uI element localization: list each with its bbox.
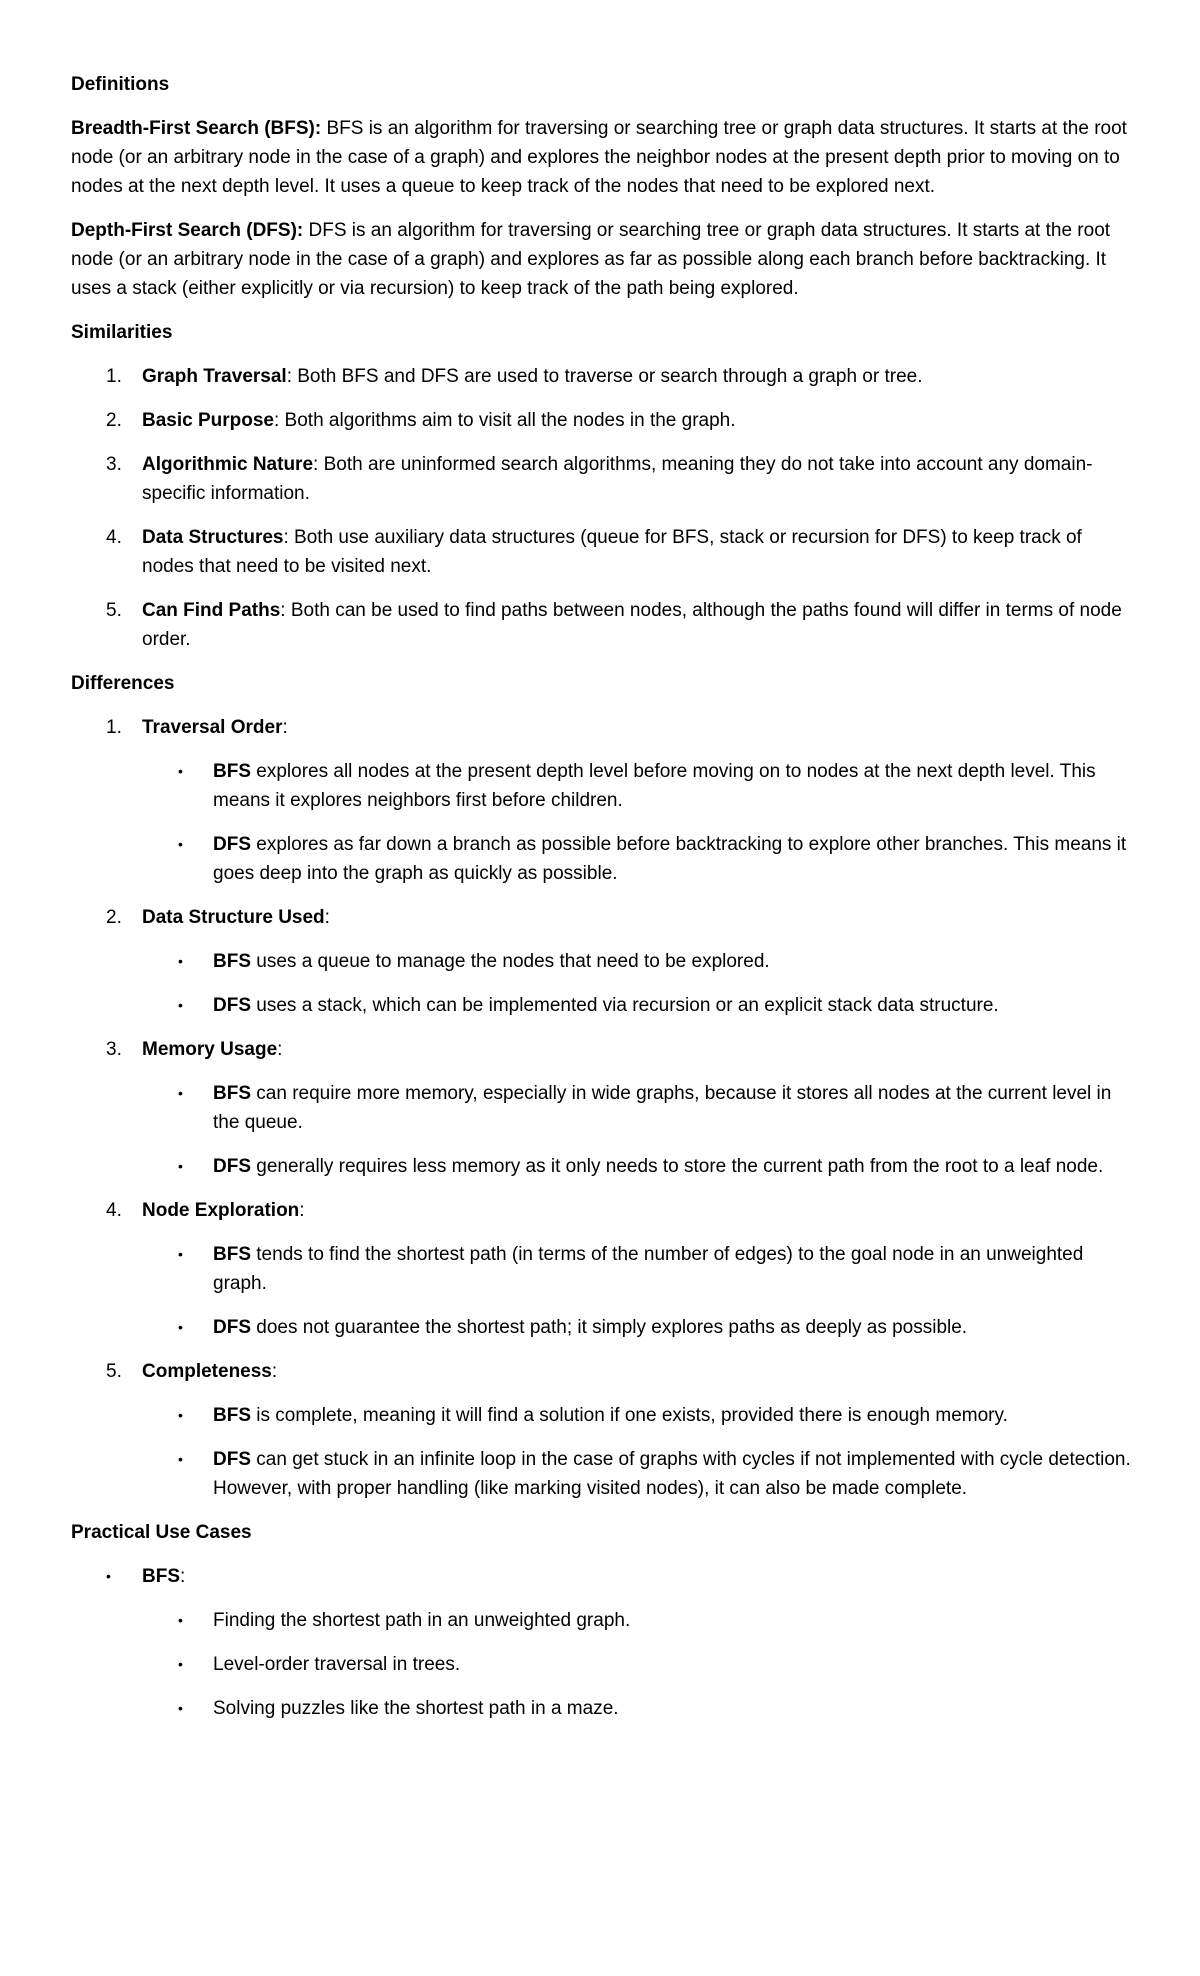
- sub-item-text: Level-order traversal in trees.: [213, 1654, 461, 1675]
- list-number: 2.: [106, 410, 122, 431]
- sub-item-term: BFS: [213, 1405, 251, 1426]
- difference-sub-list: [142, 1079, 1136, 1181]
- bullet-marker: •: [178, 1700, 183, 1716]
- sub-item-text: is complete, meaning it will find a solution if one exists, provided there is enough memory.: [251, 1405, 1008, 1426]
- similarity-text: : Both use auxiliary data structures (queue for BFS, stack or recursion for DFS) to keep track of nodes that need to be visited next.: [142, 527, 1082, 577]
- similarity-item: [71, 362, 1136, 391]
- bullet-marker: •: [178, 1656, 183, 1672]
- sub-item-term: BFS: [213, 761, 251, 782]
- sub-item-text: Solving puzzles like the shortest path in a maze.: [213, 1698, 619, 1719]
- difference-colon: :: [282, 717, 288, 738]
- sub-item-term: DFS: [213, 995, 251, 1016]
- sub-item-text: can require more memory, especially in wide graphs, because it stores all nodes at the current level in the queue.: [213, 1083, 1112, 1133]
- sub-item-text: explores all nodes at the present depth level before moving on to nodes at the next depth level. This means it explores neighbors first before children.: [213, 761, 1096, 811]
- similarity-term: Graph Traversal: [142, 366, 287, 387]
- sub-list-item: [142, 1694, 1136, 1723]
- bullet-marker: •: [178, 997, 183, 1013]
- differences-heading: Differences: [71, 673, 175, 694]
- bullet-marker: •: [178, 1085, 183, 1101]
- bullet-marker: •: [106, 1568, 111, 1584]
- dfs-definition-term: Depth-First Search (DFS):: [71, 220, 304, 241]
- sub-list-item: [142, 830, 1136, 888]
- sub-list-item: [142, 1401, 1136, 1430]
- sub-item-text: can get stuck in an infinite loop in the case of graphs with cycles if not implemented with cycle detection. However, with proper handling (like marking visited nodes), it can also be made complete.: [213, 1449, 1131, 1499]
- sub-item-term: DFS: [213, 1449, 251, 1470]
- list-number: 4.: [106, 1200, 122, 1221]
- bullet-marker: •: [178, 1407, 183, 1423]
- sub-list-item: [142, 1445, 1136, 1503]
- difference-colon: :: [299, 1200, 305, 1221]
- use-cases-list: [71, 1562, 1136, 1723]
- difference-sub-list: [142, 1401, 1136, 1503]
- bullet-marker: •: [178, 763, 183, 779]
- list-number: 2.: [106, 907, 122, 928]
- sub-list-item: [142, 1240, 1136, 1298]
- bullet-marker: •: [178, 1319, 183, 1335]
- sub-item-text: does not guarantee the shortest path; it simply explores paths as deeply as possible.: [251, 1317, 968, 1338]
- similarity-text: : Both algorithms aim to visit all the nodes in the graph.: [274, 410, 736, 431]
- difference-colon: :: [277, 1039, 283, 1060]
- sub-item-text: uses a queue to manage the nodes that need to be explored.: [251, 951, 770, 972]
- list-number: 5.: [106, 600, 122, 621]
- difference-term: Data Structure Used: [142, 907, 325, 928]
- definitions-heading: Definitions: [71, 74, 170, 95]
- differences-list: [71, 713, 1136, 1503]
- sub-list-item: [142, 1650, 1136, 1679]
- similarity-text: : Both BFS and DFS are used to traverse or search through a graph or tree.: [286, 366, 923, 387]
- difference-colon: :: [324, 907, 330, 928]
- sub-list-item: [142, 1152, 1136, 1181]
- sub-item-text: Finding the shortest path in an unweighted graph.: [213, 1610, 631, 1631]
- difference-colon: :: [271, 1361, 278, 1382]
- similarities-heading: Similarities: [71, 322, 173, 343]
- bullet-marker: •: [178, 1158, 183, 1174]
- bullet-marker: •: [178, 1246, 183, 1262]
- list-number: 1.: [106, 717, 122, 738]
- difference-item: [71, 713, 1136, 888]
- similarity-item: [71, 406, 1136, 435]
- sub-item-term: BFS: [213, 1244, 251, 1265]
- list-number: 3.: [106, 454, 122, 475]
- similarity-term: Basic Purpose: [142, 410, 274, 431]
- use-case-term: BFS: [142, 1566, 180, 1587]
- difference-term: Completeness: [142, 1361, 272, 1382]
- sub-list-item: [142, 757, 1136, 815]
- difference-term: Traversal Order: [142, 717, 283, 738]
- sub-item-term: BFS: [213, 951, 251, 972]
- sub-list-item: [142, 991, 1136, 1020]
- use-case-colon: :: [180, 1566, 186, 1587]
- sub-item-text: uses a stack, which can be implemented via recursion or an explicit stack data structure.: [251, 995, 999, 1016]
- bfs-definition-text: BFS is an algorithm for traversing or searching tree or graph data structures. It starts at the root node (or an arbitrary node in the case of a graph) and explores the neighbor nodes at the present depth prior to moving on to nodes at the next depth level. It uses a queue to keep track of the nodes that need to be explored next.: [71, 118, 1127, 197]
- similarity-term: Can Find Paths: [142, 600, 281, 621]
- bullet-marker: •: [178, 953, 183, 969]
- sub-list-item: [142, 947, 1136, 976]
- similarities-list: [71, 362, 1136, 654]
- use-cases-heading: Practical Use Cases: [71, 1522, 252, 1543]
- similarity-item: [71, 450, 1136, 508]
- sub-item-text: explores as far down a branch as possible before backtracking to explore other branches. This means it goes deep into the graph as quickly as possible.: [213, 834, 1127, 884]
- list-number: 3.: [106, 1039, 122, 1060]
- similarity-term: Algorithmic Nature: [142, 454, 314, 475]
- sub-item-term: DFS: [213, 1317, 251, 1338]
- sub-list-item: [142, 1079, 1136, 1137]
- difference-term: Memory Usage: [142, 1039, 278, 1060]
- list-number: 4.: [106, 527, 122, 548]
- sub-item-term: DFS: [213, 1156, 251, 1177]
- difference-item: [71, 1196, 1136, 1342]
- similarity-item: [71, 596, 1136, 654]
- difference-sub-list: [142, 1240, 1136, 1342]
- dfs-definition-text: DFS is an algorithm for traversing or searching tree or graph data structures. It starts at the root node (or an arbitrary node in the case of a graph) and explores as far as possible along each branch before backtracking. It uses a stack (either explicitly or via recursion) to keep track of the path being explored.: [71, 220, 1111, 299]
- sub-list-item: [142, 1606, 1136, 1635]
- use-case-item: [71, 1562, 1136, 1723]
- bullet-marker: •: [178, 836, 183, 852]
- document-page: [71, 70, 1136, 1738]
- sub-item-text: generally requires less memory as it only needs to store the current path from the root to a leaf node.: [251, 1156, 1104, 1177]
- bfs-definition-term: Breadth-First Search (BFS):: [71, 118, 322, 139]
- use-case-sub-list: [142, 1606, 1136, 1723]
- list-number: 5.: [106, 1361, 122, 1382]
- bullet-marker: •: [178, 1451, 183, 1467]
- sub-item-text: tends to find the shortest path (in terms of the number of edges) to the goal node in an unweighted graph.: [213, 1244, 1084, 1294]
- list-number: 1.: [106, 366, 122, 387]
- bfs-definition: [71, 114, 1136, 201]
- sub-item-term: DFS: [213, 834, 251, 855]
- difference-sub-list: [142, 757, 1136, 888]
- difference-item: [71, 1035, 1136, 1181]
- similarity-item: [71, 523, 1136, 581]
- similarity-text: : Both are uninformed search algorithms, meaning they do not take into account any domain-specific information.: [142, 454, 1093, 504]
- difference-item: [71, 1357, 1136, 1503]
- sub-item-term: BFS: [213, 1083, 251, 1104]
- similarity-term: Data Structures: [142, 527, 284, 548]
- similarity-text: : Both can be used to find paths between nodes, although the paths found will differ in terms of node order.: [142, 600, 1122, 650]
- difference-term: Node Exploration: [142, 1200, 300, 1221]
- dfs-definition: [71, 216, 1136, 303]
- bullet-marker: •: [178, 1612, 183, 1628]
- difference-sub-list: [142, 947, 1136, 1020]
- sub-list-item: [142, 1313, 1136, 1342]
- difference-item: [71, 903, 1136, 1020]
